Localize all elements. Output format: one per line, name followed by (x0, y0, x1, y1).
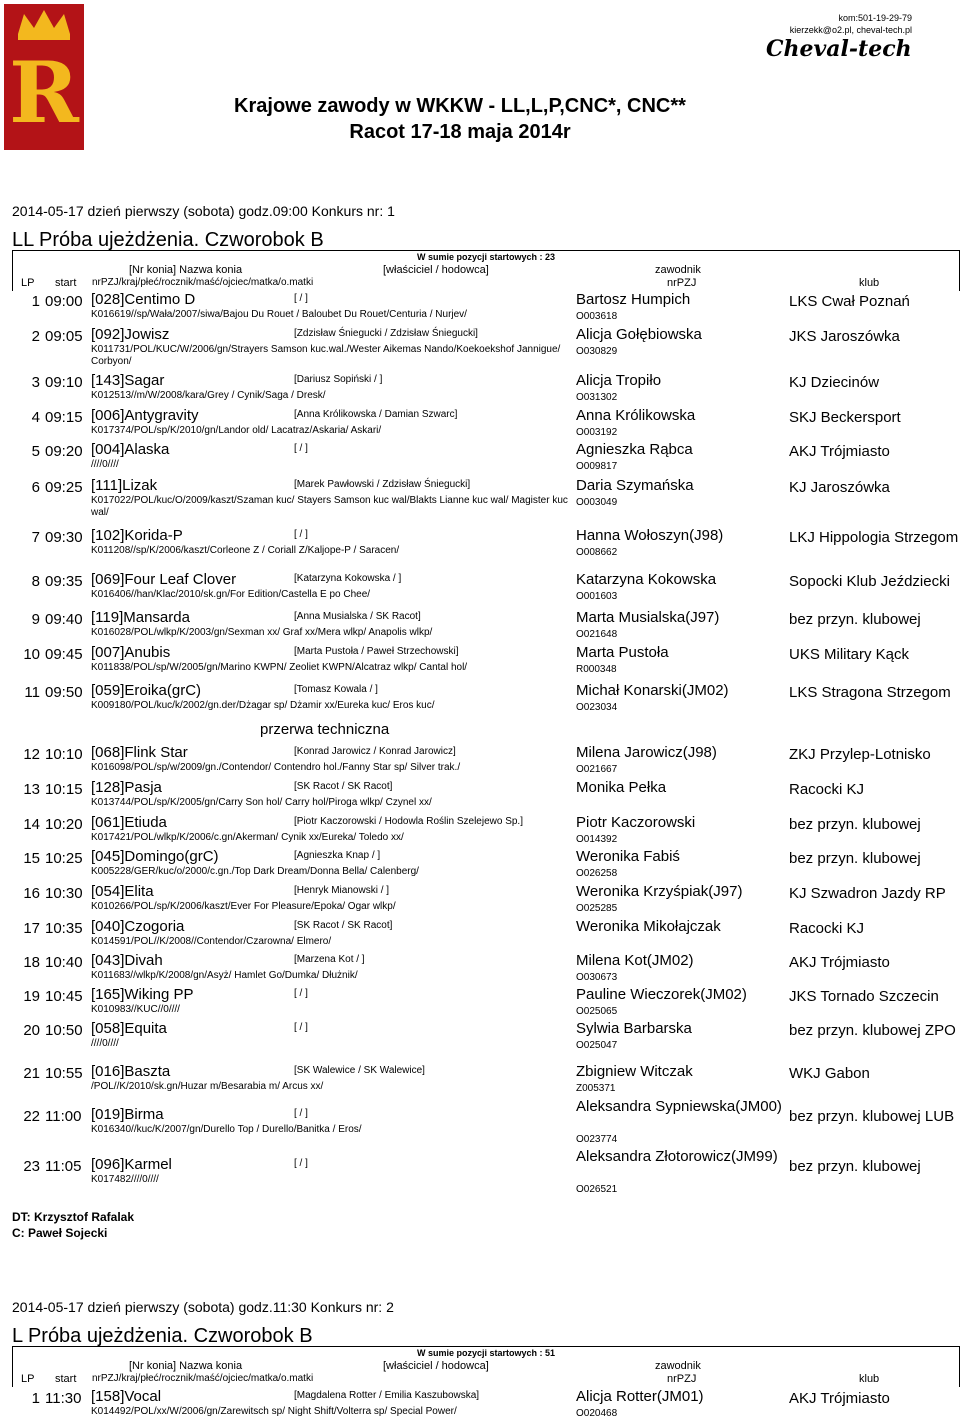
horse-details: K011838/POL/sp/W/2005/gn/Marino KWPN/ Zeoliet KWPN/Alcatraz wlkp/ Cantal hol/ (91, 662, 468, 673)
rider-name: Marta Musialska(J97) (576, 609, 720, 626)
horse-name: [069]Four Leaf Clover (91, 571, 237, 588)
owner-breeder: [ / ] (294, 293, 308, 304)
start-time: 10:55 (45, 1065, 83, 1082)
horse-details: K014591/POL//K/2008//Contendor/Czarowna/ Elmero/ (91, 936, 332, 947)
start-time: 09:00 (45, 293, 83, 310)
competition-1-title: LL Próba ujeżdżenia. Czworobok B (12, 229, 324, 251)
start-list-row (12, 952, 958, 982)
rider-name: Piotr Kaczorowski (576, 814, 696, 831)
start-position: 18 (23, 954, 40, 971)
start-position: 11 (24, 684, 40, 701)
rider-pzj-number: O021648 (576, 629, 618, 640)
horse-details: ////0//// (91, 1038, 119, 1049)
rider-name: Marta Pustoła (576, 644, 669, 661)
rider-pzj-number: Z005371 (576, 1083, 616, 1094)
start-position: 20 (23, 1022, 40, 1039)
start-position: 9 (31, 611, 40, 628)
col-rider: zawodnik (655, 264, 701, 276)
start-time: 09:10 (45, 374, 83, 391)
club-name: KJ Szwadron Jazdy RP (789, 885, 946, 902)
start-position: 6 (31, 479, 40, 496)
horse-name: [016]Baszta (91, 1063, 171, 1080)
rider-pzj-number: O026258 (576, 868, 618, 879)
start-position: 2 (31, 328, 40, 345)
club-name: SKJ Beckersport (789, 409, 901, 426)
racot-logo (4, 4, 84, 150)
rider-pzj-number: O014392 (576, 834, 618, 845)
start-position: 13 (23, 781, 40, 798)
rider-name: Aleksandra Złotorowicz(JM99) (576, 1148, 778, 1165)
start-time: 09:40 (45, 611, 83, 628)
rider-name: Daria Szymańska (576, 477, 694, 494)
rider-pzj-number: O030829 (576, 346, 618, 357)
start-time: 11:00 (45, 1108, 82, 1125)
col-horse-details: nrPZJ/kraj/płeć/rocznik/maść/ojciec/matka/o.matki (92, 277, 314, 288)
col-rider: zawodnik (655, 1360, 701, 1372)
owner-breeder: [Tomasz Kowala / ] (294, 684, 378, 695)
club-name: WKJ Gabon (789, 1065, 870, 1082)
rider-name: Aleksandra Sypniewska(JM00) (576, 1098, 782, 1115)
owner-breeder: [Marta Pustoła / Paweł Strzechowski] (294, 646, 459, 657)
rider-name: Monika Pełka (576, 779, 667, 796)
owner-breeder: [Marek Pawłowski / Zdzisław Śniegucki] (294, 479, 471, 490)
rider-name: Alicja Gołębiowska (576, 326, 702, 343)
club-name: LKS Stragona Strzegom (789, 684, 951, 701)
start-time: 10:40 (45, 954, 83, 971)
horse-details: K014492/POL/xx/W/2006/gn/Zarewitsch sp/ Night Shift/Volterra sp/ Special Power/ (91, 1406, 457, 1417)
start-position: 17 (23, 920, 40, 937)
rider-name: Katarzyna Kokowska (576, 571, 717, 588)
start-time: 11:05 (45, 1158, 82, 1175)
rider-pzj-number: O001603 (576, 591, 618, 602)
rider-pzj-number: O021667 (576, 764, 618, 775)
competition-1-date: 2014-05-17 dzień pierwszy (sobota) godz.09:00 Konkurs nr: 1 (12, 203, 395, 219)
start-list-row (12, 682, 958, 712)
horse-name: [158]Vocal (91, 1388, 162, 1405)
start-time: 09:35 (45, 573, 83, 590)
rider-name: Pauline Wieczorek(JM02) (576, 986, 747, 1003)
col-club: klub (859, 277, 880, 289)
club-name: KJ Jaroszówka (789, 479, 890, 496)
horse-details: /POL//K/2010/sk.gn/Huzar m/Besarabia m/ Arcus xx/ (91, 1081, 324, 1092)
col-owner: [właściciel / hodowca] (383, 264, 489, 276)
start-time: 09:45 (45, 646, 83, 663)
rider-name: Alicja Tropiło (576, 372, 662, 389)
horse-details: K017374/POL/sp/K/2010/gn/Landor old/ Lacatraz/Askaria/ Askari/ (91, 425, 382, 436)
owner-breeder: [Piotr Kaczorowski / Hodowla Roślin Szelejewo Sp.] (294, 816, 523, 827)
start-list-row (12, 1388, 958, 1418)
horse-details: K009180/POL/kuc/k/2002/gn.der/Dżagar sp/ Dżamir xx/Eureka kuc/ Eros kuc/ (91, 700, 435, 711)
competition-2-date: 2014-05-17 dzień pierwszy (sobota) godz.11:30 Konkurs nr: 2 (12, 1299, 394, 1315)
technical-delegate: DT: Krzysztof Rafalak (12, 1210, 135, 1224)
horse-details: K013744/POL/sp/K/2005/gn/Carry Son hol/ Carry hol/Piroga wlkp/ Czynel xx/ (91, 797, 432, 808)
start-time: 09:50 (45, 684, 83, 701)
start-list-row (12, 744, 958, 774)
start-list-row (12, 1098, 958, 1145)
start-time: 10:35 (45, 920, 83, 937)
contact-email: kierzekk@o2.pl, cheval-tech.pl (789, 25, 912, 35)
rider-pzj-number: O026521 (576, 1184, 618, 1195)
club-name: AKJ Trójmiasto (789, 1390, 890, 1407)
start-position: 5 (31, 443, 40, 460)
club-name: ZKJ Przylep-Lotnisko (789, 746, 931, 763)
rider-pzj-number: O025065 (576, 1006, 618, 1017)
start-list-row (12, 986, 958, 1016)
owner-breeder: [ / ] (294, 1108, 308, 1119)
horse-name: [045]Domingo(grC) (91, 848, 219, 865)
col-lp: LP (21, 1373, 35, 1385)
rider-pzj-number: O025047 (576, 1040, 618, 1051)
competition-2-title: L Próba ujeżdżenia. Czworobok B (12, 1325, 313, 1347)
total-entries: W sumie pozycji startowych : 51 (416, 1348, 556, 1358)
horse-name: [068]Flink Star (91, 744, 188, 761)
col-start: start (55, 277, 77, 289)
rider-pzj-number: O031302 (576, 392, 618, 403)
rider-pzj-number: O030673 (576, 972, 618, 983)
start-time: 09:25 (45, 479, 83, 496)
start-position: 23 (23, 1158, 40, 1175)
rider-name: Zbigniew Witczak (576, 1063, 693, 1080)
horse-details: K011208//sp/K/2006/kaszt/Corleone Z / Coriall Z/Kaljope-P / Saracen/ (91, 545, 400, 556)
start-list-row (12, 814, 958, 844)
start-list-row (12, 644, 958, 674)
start-list-row (12, 1020, 958, 1050)
club-name: bez przyn. klubowej (789, 816, 921, 833)
contact-info (790, 12, 912, 36)
horse-name: [102]Korida-P (91, 527, 183, 544)
club-name: bez przyn. klubowej (789, 1158, 921, 1175)
rider-name: Michał Konarski(JM02) (576, 682, 729, 699)
rider-name: Bartosz Humpich (576, 291, 691, 308)
start-position: 16 (23, 885, 40, 902)
start-position: 15 (23, 850, 40, 867)
horse-details: K016406//han/Klac/2010/sk.gn/For Edition/Castella E po Chee/ (91, 589, 371, 600)
competition-1-header (12, 250, 960, 291)
club-name: LKJ Hippologia Strzegom (789, 529, 959, 546)
horse-details: K016028/POL/wlkp/K/2003/gn/Sexman xx/ Graf xx/Mera wlkp/ Anapolis wlkp/ (91, 627, 433, 638)
horse-details: K017482////0//// (91, 1174, 159, 1185)
rider-name: Weronika Fabiś (576, 848, 680, 865)
start-time: 10:15 (45, 781, 83, 798)
horse-name: [028]Centimo D (91, 291, 196, 308)
club-name: UKS Military Kąck (789, 646, 910, 663)
start-time: 10:50 (45, 1022, 83, 1039)
club-name: Racocki KJ (789, 781, 865, 798)
owner-breeder: [SK Walewice / SK Walewice] (294, 1065, 425, 1076)
col-horse: [Nr konia] Nazwa konia (129, 264, 243, 276)
rider-name: Agnieszka Rąbca (576, 441, 693, 458)
horse-name: [092]Jowisz (91, 326, 170, 343)
horse-name: [040]Czogoria (91, 918, 185, 935)
col-club: klub (859, 1373, 880, 1385)
horse-details: K016619//sp/Wała/2007/siwa/Bajou Du Rouet / Baloubet Du Rouet/Centuria / Nurjev/ (91, 309, 467, 320)
rider-pzj-number: O003618 (576, 311, 618, 322)
owner-breeder: [ / ] (294, 1158, 308, 1169)
owner-breeder: [Zdzisław Śniegucki / Zdzisław Śniegucki] (294, 328, 478, 339)
start-list-row (12, 883, 958, 913)
rider-pzj-number: O003049 (576, 497, 618, 508)
start-list-row (12, 779, 958, 809)
start-position: 14 (23, 816, 40, 833)
start-time: 10:20 (45, 816, 83, 833)
horse-name: [043]Divah (91, 952, 163, 969)
logo-letter: R (9, 43, 79, 142)
rider-pzj-number: R000348 (576, 664, 617, 675)
horse-name: [054]Elita (91, 883, 154, 900)
horse-name: [165]Wiking PP (91, 986, 194, 1003)
horse-details: K017421/POL/wlkp/K/2006/c.gn/Akerman/ Cynik xx/Eureka/ Toledo xx/ (91, 832, 404, 843)
start-time: 09:15 (45, 409, 83, 426)
horse-details: K010983//KUC//0//// (91, 1004, 180, 1015)
start-position: 7 (31, 529, 40, 546)
judge: C: Paweł Sojecki (12, 1226, 108, 1240)
rider-name: Weronika Krzyśpiak(J97) (576, 883, 743, 900)
owner-breeder: [Agnieszka Knap / ] (294, 850, 381, 861)
col-lp: LP (21, 277, 35, 289)
horse-details: ////0//// (91, 459, 119, 470)
owner-breeder: [Dariusz Sopiński / ] (294, 374, 383, 385)
start-position: 12 (23, 746, 40, 763)
start-time: 09:05 (45, 328, 83, 345)
horse-details: K016340//kuc/K/2007/gn/Durello Top / Durello/Banitka / Eros/ (91, 1124, 362, 1135)
start-list-row (12, 609, 958, 639)
start-list-row (12, 848, 958, 878)
horse-details: K011683//wlkp/K/2008/gn/Asyż/ Hamlet Go/Dumka/ Dłużnik/ (91, 970, 358, 981)
start-list-row (12, 918, 958, 948)
horse-name: [111]Lizak (91, 477, 158, 494)
start-time: 09:20 (45, 443, 83, 460)
start-time: 10:45 (45, 988, 83, 1005)
horse-details: K016098/POL/sp/w/2009/gn./Contendor/ Contendro hol./Fanny Star sp/ Silver trak./ (91, 762, 461, 773)
owner-breeder: [Marzena Kot / ] (294, 954, 365, 965)
club-name: AKJ Trójmiasto (789, 954, 890, 971)
horse-name: [019]Birma (91, 1106, 164, 1123)
total-entries: W sumie pozycji startowych : 23 (416, 252, 556, 262)
rider-name: Alicja Rotter(JM01) (576, 1388, 704, 1405)
club-name: bez przyn. klubowej LUB (789, 1108, 955, 1125)
page-subtitle: Racot 17-18 maja 2014r (349, 121, 571, 143)
owner-breeder: [Magdalena Rotter / Emilia Kaszubowska] (294, 1390, 480, 1401)
brand-logo-text: Cheval-tech (766, 36, 912, 62)
horse-name: [143]Sagar (91, 372, 165, 389)
start-position: 1 (31, 293, 40, 310)
start-position: 1 (31, 1390, 40, 1407)
rider-name: Weronika Mikołajczak (576, 918, 721, 935)
start-position: 10 (23, 646, 40, 663)
start-list-row (12, 372, 958, 402)
rider-name: Hanna Wołoszyn(J98) (576, 527, 724, 544)
start-time: 10:25 (45, 850, 83, 867)
horse-name: [004]Alaska (91, 441, 170, 458)
start-position: 21 (23, 1065, 40, 1082)
rider-pzj-number: O020468 (576, 1408, 618, 1419)
start-time: 10:10 (45, 746, 83, 763)
start-position: 19 (23, 988, 40, 1005)
start-list-row (12, 571, 958, 601)
horse-name: [096]Karmel (91, 1156, 172, 1173)
start-list-row (12, 326, 958, 367)
owner-breeder: [Anna Musialska / SK Racot] (294, 611, 421, 622)
club-name: bez przyn. klubowej ZPO (789, 1022, 956, 1039)
start-position: 8 (31, 573, 40, 590)
col-start: start (55, 1373, 77, 1385)
rider-pzj-number: O003192 (576, 427, 618, 438)
page-title: Krajowe zawody w WKKW - LL,L,P,CNC*, CNC** (234, 95, 686, 117)
start-list-row (12, 291, 958, 321)
col-rider-id: nrPZJ (667, 277, 697, 289)
start-list-row (12, 527, 958, 557)
start-time: 09:30 (45, 529, 83, 546)
owner-breeder: [SK Racot / SK Racot] (294, 781, 393, 792)
col-horse-details: nrPZJ/kraj/płeć/rocznik/maść/ojciec/matka/o.matki (92, 1373, 314, 1384)
start-time: 11:30 (45, 1390, 82, 1407)
owner-breeder: [Konrad Jarowicz / Konrad Jarowicz] (294, 746, 456, 757)
horse-details: K010266/POL/sp/K/2006/kaszt/Ever For Pleasure/Epoka/ Ogar wlkp/ (91, 901, 396, 912)
owner-breeder: [ / ] (294, 1022, 308, 1033)
competition-2-header (12, 1346, 960, 1387)
col-owner: [właściciel / hodowca] (383, 1360, 489, 1372)
rider-name: Anna Królikowska (576, 407, 696, 424)
horse-details: K012513//m/W/2008/kara/Grey / Cynik/Saga / Dresk/ (91, 390, 326, 401)
rider-pzj-number: O025285 (576, 903, 618, 914)
start-position: 22 (23, 1108, 40, 1125)
horse-details: K011731/POL/KUC/W/2006/gn/Strayers Samson kuc.wal./Wester Aikemas Nando/Koekoekshof Jannigue/ Corbyon/ (91, 344, 561, 367)
rider-name: Milena Jarowicz(J98) (576, 744, 717, 761)
horse-name: [119]Mansarda (91, 609, 190, 626)
start-list-row (12, 407, 958, 437)
start-list-row (12, 477, 958, 518)
col-rider-id: nrPZJ (667, 1373, 697, 1385)
col-horse: [Nr konia] Nazwa konia (129, 1360, 243, 1372)
owner-breeder: [Anna Królikowska / Damian Szwarc] (294, 409, 458, 420)
club-name: JKS Jaroszówka (789, 328, 900, 345)
club-name: bez przyn. klubowej (789, 611, 921, 628)
club-name: JKS Tornado Szczecin (789, 988, 939, 1005)
rider-pzj-number: O009817 (576, 461, 618, 472)
club-name: LKS Cwał Poznań (789, 293, 910, 310)
owner-breeder: [ / ] (294, 988, 308, 999)
owner-breeder: [SK Racot / SK Racot] (294, 920, 393, 931)
start-position: 3 (31, 374, 40, 391)
club-name: KJ Dziecinów (789, 374, 880, 391)
club-name: AKJ Trójmiasto (789, 443, 890, 460)
start-list-row (12, 441, 958, 471)
rider-name: Sylwia Barbarska (576, 1020, 692, 1037)
start-time: 10:30 (45, 885, 83, 902)
horse-name: [061]Etiuda (91, 814, 167, 831)
owner-breeder: [ / ] (294, 529, 308, 540)
club-name: bez przyn. klubowej (789, 850, 921, 867)
rider-pzj-number: O008662 (576, 547, 618, 558)
horse-name: [006]Antygravity (91, 407, 199, 424)
horse-name: [059]Eroika(grC) (91, 682, 202, 699)
rider-name: Milena Kot(JM02) (576, 952, 694, 969)
owner-breeder: [ / ] (294, 443, 308, 454)
horse-name: [128]Pasja (91, 779, 162, 796)
rider-pzj-number: O023774 (576, 1134, 618, 1145)
break-note: przerwa techniczna (260, 721, 390, 738)
horse-details: K017022/POL/kuc/O/2009/kaszt/Szaman kuc/ Stayers Samson kuc wal/Blakts Lianne kuc wal/ Magister kuc wal/ (91, 495, 568, 518)
horse-name: [058]Equita (91, 1020, 167, 1037)
rider-pzj-number: O023034 (576, 702, 618, 713)
contact-phone: kom:501-19-29-79 (838, 13, 912, 23)
club-name: Sopocki Klub Jeździecki (789, 573, 950, 590)
footer-officials (12, 1209, 134, 1241)
horse-name: [007]Anubis (91, 644, 171, 661)
start-list-row (12, 1148, 958, 1195)
owner-breeder: [Katarzyna Kokowska / ] (294, 573, 402, 584)
owner-breeder: [Henryk Mianowski / ] (294, 885, 390, 896)
start-position: 4 (31, 409, 40, 426)
horse-details: K005228/GER/kuc/o/2000/c.gn./Top Dark Dream/Donna Bella/ Calenberg/ (91, 866, 419, 877)
start-list-row (12, 1063, 958, 1093)
club-name: Racocki KJ (789, 920, 865, 937)
